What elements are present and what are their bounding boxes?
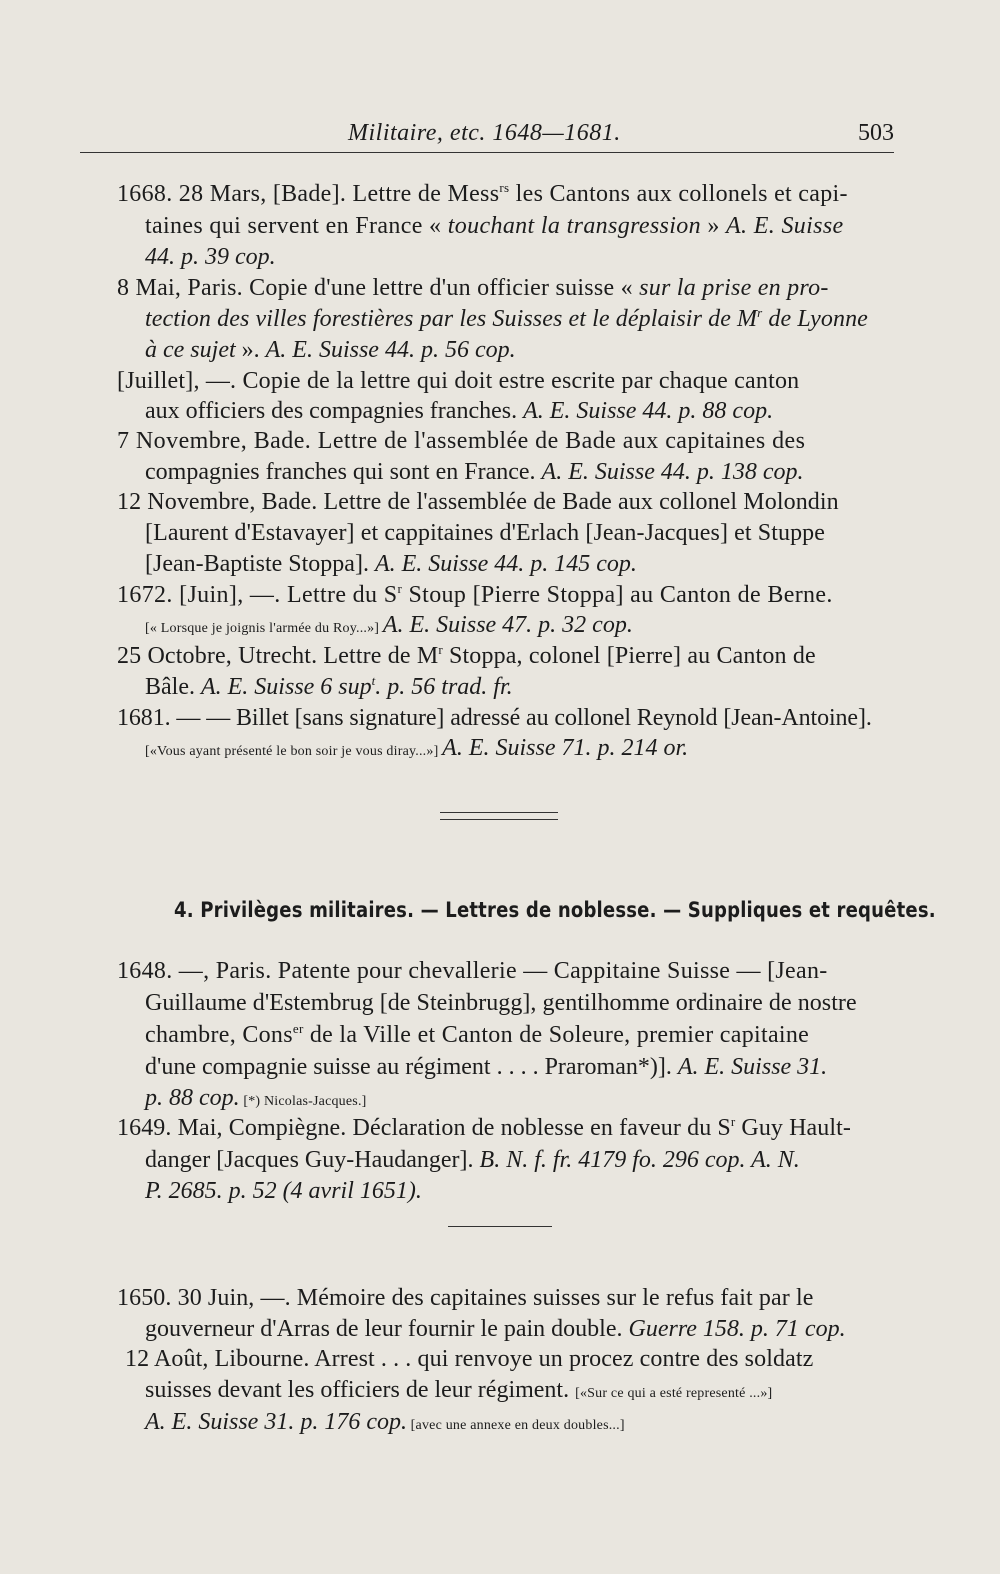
entry-line: [Laurent d'Estavayer] et cappitaines d'Erlach [Jean-Jacques] et Stuppe bbox=[145, 520, 826, 546]
entry-line: 1681. — — Billet [sans signature] adressé au collonel Reynold [Jean-Antoine]. bbox=[117, 705, 872, 731]
entry-text: 1672. [Juin], —. Lettre du S bbox=[117, 582, 398, 608]
section-heading: 4. Privilèges militaires. — Lettres de noblesse. — Suppliques et requêtes. bbox=[174, 898, 936, 922]
entry-line: 1648. —, Paris. Patente pour chevallerie — Cappitaine Suisse — [Jean- bbox=[117, 958, 828, 984]
entry-line bbox=[145, 1145, 800, 1175]
entry-line bbox=[117, 1113, 851, 1143]
entry-text: compagnies franches qui sont en France. bbox=[145, 459, 542, 485]
entry-line bbox=[145, 1375, 772, 1409]
entry-line: 7 Novembre, Bade. Lettre de l'assemblée de Bade aux capitaines des bbox=[117, 428, 806, 454]
quotation-note: [«Sur ce qui a esté representé ...»] bbox=[575, 1386, 773, 1401]
archive-reference: Guerre 158. p. 71 cop. bbox=[628, 1316, 846, 1342]
header-rule bbox=[80, 152, 894, 153]
superscript: rs bbox=[499, 180, 510, 195]
archive-reference: 44. p. 39 cop. bbox=[145, 244, 276, 270]
entry-text: de la Ville et Canton de Soleure, premier capitaine bbox=[303, 1022, 810, 1048]
entry-text: gouverneur d'Arras de leur fournir le pain double. bbox=[145, 1316, 629, 1342]
entry-line bbox=[145, 1020, 809, 1050]
archive-reference: A. E. Suisse 44. p. 56 cop. bbox=[265, 337, 516, 363]
quotation-note: [«Vous ayant présenté le bon soir je vous diray...»] bbox=[145, 744, 443, 759]
entry-text: » bbox=[700, 213, 727, 239]
archive-reference: A. E. Suisse 44. p. 138 cop. bbox=[541, 459, 804, 485]
entry-text: [Jean-Baptiste Stoppa]. bbox=[145, 551, 375, 577]
quoted-title: touchant la transgression bbox=[447, 213, 701, 239]
running-title: Militaire, etc. 1648—1681. bbox=[348, 120, 621, 146]
entry-line: 1650. 30 Juin, —. Mémoire des capitaines suisses sur le refus fait par le bbox=[117, 1285, 814, 1311]
entry-line: Guillaume d'Estembrug [de Steinbrugg], gentilhomme ordinaire de nostre bbox=[145, 990, 857, 1016]
entry-line bbox=[145, 1052, 827, 1082]
archive-reference: B. N. f. fr. 4179 fo. 296 cop. A. N. bbox=[479, 1147, 800, 1173]
quoted-title: tection des villes forestières par les Suisses et le déplaisir de M bbox=[145, 306, 758, 332]
entry-line bbox=[145, 1407, 625, 1441]
archive-reference: A. E. Suisse 6 sup bbox=[200, 674, 372, 700]
superscript: r bbox=[730, 1114, 736, 1129]
entry-text: 1649. Mai, Compiègne. Déclaration de noblesse en faveur du S bbox=[117, 1115, 731, 1141]
entry-text: chambre, Cons bbox=[145, 1022, 293, 1048]
quoted-title: à ce sujet bbox=[145, 337, 236, 363]
archive-reference: p. 88 cop. bbox=[145, 1085, 240, 1111]
entry-line bbox=[145, 396, 773, 426]
entry-text: Stoppa, colonel [Pierre] au Canton de bbox=[442, 643, 816, 669]
entry-text: les Cantons aux collonels et capi- bbox=[509, 181, 848, 207]
entry-text: Bâle. bbox=[145, 674, 201, 700]
entry-text: Guy Hault- bbox=[735, 1115, 852, 1141]
entry-line bbox=[145, 457, 804, 487]
superscript: t bbox=[371, 673, 376, 688]
entry-line bbox=[117, 273, 829, 303]
entry-line bbox=[117, 179, 848, 209]
annex-note: [avec une annexe en deux doubles...] bbox=[406, 1418, 625, 1433]
archive-reference: A. E. Suisse 31. bbox=[677, 1054, 828, 1080]
entry-line bbox=[145, 304, 868, 334]
superscript: r bbox=[757, 305, 763, 320]
entry-line bbox=[145, 610, 633, 644]
archive-reference: A. E. Suisse 47. p. 32 cop. bbox=[382, 612, 633, 638]
archive-reference: A. E. Suisse 71. p. 214 or. bbox=[442, 735, 689, 761]
entry-text: danger [Jacques Guy-Haudanger]. bbox=[145, 1147, 480, 1173]
superscript: r bbox=[438, 642, 443, 657]
section-divider bbox=[440, 812, 558, 820]
entry-text: ». bbox=[235, 337, 266, 363]
entry-line bbox=[145, 335, 516, 365]
entry-text: 8 Mai, Paris. Copie d'une lettre d'un officier suisse « bbox=[117, 275, 640, 301]
superscript: r bbox=[397, 581, 403, 596]
superscript: er bbox=[292, 1021, 304, 1036]
entry-line: [Juillet], —. Copie de la lettre qui doit estre escrite par chaque canton bbox=[117, 368, 800, 394]
archive-reference: A. E. Suisse 44. p. 145 cop. bbox=[374, 551, 637, 577]
entry-text: Stoup [Pierre Stoppa] au Canton de Berne. bbox=[402, 582, 833, 608]
page-number: 503 bbox=[858, 120, 894, 146]
entry-line bbox=[145, 733, 688, 767]
entry-text: 1668. 28 Mars, [Bade]. Lettre de Mess bbox=[117, 181, 500, 207]
quoted-title: de Lyonne bbox=[762, 306, 868, 332]
entry-line: 12 Août, Libourne. Arrest . . . qui renvoye un procez contre des soldatz bbox=[125, 1346, 814, 1372]
archive-reference: . p. 56 trad. fr. bbox=[375, 674, 513, 700]
entry-line bbox=[145, 1083, 367, 1117]
entry-text: suisses devant les officiers de leur régiment. bbox=[145, 1377, 576, 1403]
archive-reference: P. 2685. p. 52 (4 avril 1651). bbox=[145, 1178, 422, 1204]
archive-reference: A. E. Suisse bbox=[726, 213, 844, 239]
page-header bbox=[0, 112, 1000, 152]
archive-reference: A. E. Suisse 44. p. 88 cop. bbox=[523, 398, 774, 424]
entry-line bbox=[145, 549, 637, 579]
entry-text: taines qui servent en France « bbox=[145, 213, 448, 239]
entry-text: d'une compagnie suisse au régiment . . . . Praroman*)]. bbox=[145, 1054, 678, 1080]
footnote-note: [*) Nicolas-Jacques.] bbox=[239, 1094, 367, 1109]
entry-line: 12 Novembre, Bade. Lettre de l'assemblée de Bade aux collonel Molondin bbox=[117, 489, 839, 515]
archive-reference: A. E. Suisse 31. p. 176 cop. bbox=[145, 1409, 407, 1435]
entry-line bbox=[145, 1314, 846, 1344]
entry-text: 25 Octobre, Utrecht. Lettre de M bbox=[117, 643, 439, 669]
entry-line bbox=[145, 211, 844, 241]
entry-line bbox=[117, 580, 833, 610]
quoted-title: sur la prise en pro- bbox=[639, 275, 829, 301]
divider-rule bbox=[448, 1226, 552, 1227]
entry-line bbox=[117, 641, 816, 671]
entry-text: aux officiers des compagnies franches. bbox=[145, 398, 524, 424]
quotation-note: [« Lorsque je joignis l'armée du Roy...»] bbox=[145, 621, 383, 636]
entry-line bbox=[145, 672, 513, 702]
